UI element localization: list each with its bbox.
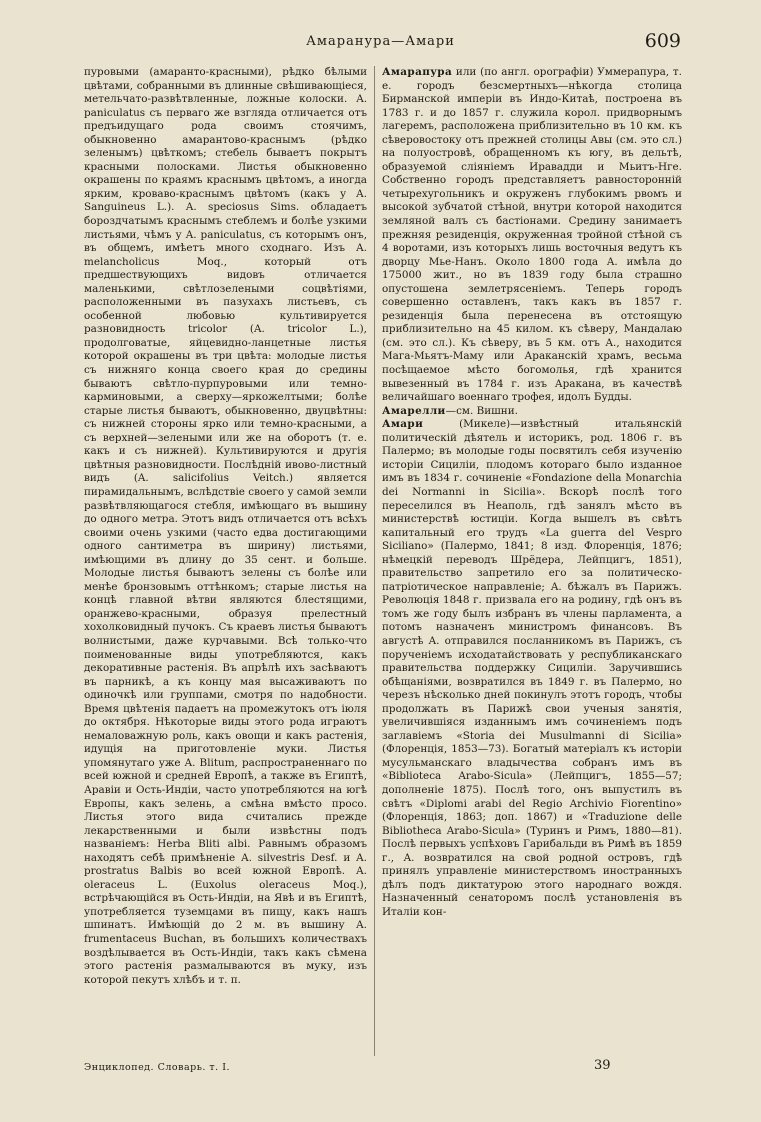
continued-paragraph: пуровыми (амаранто-красными), рѣдко бѣлыми цвѣтами, собранными въ длинные свѣшивающiеся, метельчато-развѣтвленные, ложные колоски. A. paniculatus съ перваго же взгляда отличается отъ предъидущаго рода своимъ стоячимъ, обыкновенно амарантово-краснымъ (рѣдко зеленымъ) цвѣткомъ; стебель бываетъ покрытъ красными полосками. Листья обыкновенно окрашены по краямъ краснымъ цвѣтомъ, а иногда ярким, кроваво-краснымъ цвѣтомъ (какъ у A. Sanguineus L.). A. speciosus Sims. обладаетъ бороздчатымъ краснымъ стеблемъ и болѣе узкими листьями, чѣмъ у A. paniculatus, съ которымъ онъ, въ общемъ, имѣетъ много сходнаго. Изъ A. melancholicus Moq., который отъ предшествующихъ видовъ отличается маленькими, свѣтлозелеными соцвѣтіями, расположенными въ пазухахъ листьевъ, съ особенной любовью культивируется разновидность tricolor (A. tricolor L.), продолговатые, яйцевидно-ланцетные листья которой окрашены въ три цвѣта: молодые листья съ нижняго конца своего края до средины бываютъ свѣтло-пурпуровыми или темно-карминовыми, а сверху—яркожелтыми; болѣе старые листья бываютъ, обыкновенно, двуцвѣтны: съ нижней стороны ярко или темно-красными, а съ верхней—зелеными или же на оборотъ (т. е. какъ и съ нижней). Культивируются и другія цвѣтныя разновидности. Послѣдній ивово-листный видъ (A. salicifolius Veitch.) является пирамидальнымъ, вслѣдствіе своего у самой земли развѣтвляющагося стебля, имѣющаго въ вышину до одного метра. Этотъ видъ отличается отъ всѣхъ своими очень узкими (часто едва достигающими одного сантиметра въ ширину) листьями, имѣющими въ длину до 35 сент. и больше. Молодые листья бываютъ зелены съ болѣе или менѣе бронзовымъ оттѣнкомъ; старые листья на концѣ главной вѣтви являются блестящими, оранжево-красными, образуя прелестный хохолковидный пучокъ. Съ краевъ листья бываютъ волнистыми, даже курчавыми. Всѣ только-что поименованные виды употребляются, какъ декоративные растенія. Въ апрѣлѣ ихъ засѣваютъ въ парникѣ, а къ концу мая высаживаютъ по одиночкѣ или группами, смотря по надобности. Время цвѣтенія падаетъ на промежутокъ отъ іюля до октября. Нѣкоторые виды этого рода играютъ немаловажную роль, какъ овощи и какъ растенія, идущія на приготовленіе муки. Листья упомянутаго уже A. Blitum, распространеннаго по всей южной и средней Европѣ, а также въ Египтѣ, Аравіи и Ость-Индіи, часто употребляются на югѣ Европы, какъ зелень, а смѣна вмѣсто просо. Листья этого вида считались прежде лекарственными и были извѣстны подъ названіемъ: Herba Bliti albi. Равнымъ образомъ находятъ себѣ примѣненіе A. silvestris Desf. и A. prostratus Balbis во всей южной Европѣ. A. oleraceus L. (Euxolus oleraceus Moq.), встрѣчающійся въ Ость-Индіи, на Явѣ и въ Египтѣ, употребляется туземцами въ пищу, какъ нашъ шпинатъ. Имѣющій до 2 м. въ вышину A. frumentaceus Buchan, въ большихъ количествахъ воздѣлывается въ Ость-Индіи, такъ какъ сѣмена этого растенія размалываются въ муку, изъ которой пекутъ хлѣбъ и т. п. [84,66,367,986]
entry-amarelli [382,405,682,419]
column-divider [374,66,375,1056]
entry-text: или (по англ. орографіи) Уммерапура, т. е. городъ безсмертныхъ—нѣкогда столица Бирманской имперіи въ Индо-Китаѣ, построена въ 1783 г. и до 1857 г. служила корол. придворнымъ лагеремъ, расположена приблизительно въ 10 км. къ сѣверовостоку отъ прежней столицы Авы (см. это сл.) на полуостровѣ, обращенномъ къ югу, въ дельтѣ, образуемой сліяніемъ Иравадди и Мьитъ-Нге. Собственно городъ представляетъ равносторонній четырехугольникъ и окруженъ глубокимъ рвомъ и высокой зубчатой стѣной, внутри которой находится земляной валъ съ бастіонами. Средину занимаетъ прежняя резиденція, окруженная тройной стѣной съ 4 воротами, изъ которыхъ лишь восточныя ведутъ къ дворцу Мье-Нанъ. Около 1800 года A. имѣла до 175000 жит., но въ 1839 году была страшно опустошена землетрясеніемъ. Теперь городъ совершенно оставленъ, такъ какъ въ 1857 г. резиденція была перенесена въ отстоящую приблизительно на 45 килом. къ сѣверу, Мандалаю (см. это сл.). Къ сѣверу, въ 5 км. отъ A., находится Мага-Мьятъ-Маму или Араканскій храмъ, весьма посѣщаемое мѣсто богомолья, гдѣ хранится вывезенный въ 1784 г. изъ Аракана, въ качествѣ величайшаго военнаго трофея, идолъ Будды. [382,66,682,404]
entry-text: (Микеле)—извѣстный итальянскій политическій дѣятель и историкъ, род. 1806 г. въ Палермо; въ молодые годы посвятилъ себя изученію исторіи Сициліи, плодомъ котораго было изданное имъ въ 1834 г. сочиненіе «Fondazione della Monarchia dei Normanni in Sicilia». Вскорѣ послѣ того переселился въ Неаполь, гдѣ занялъ мѣсто въ министерствѣ юстиціи. Когда вышелъ въ свѣтъ капитальный его трудъ «La guerra del Vespro Siciliano» (Палермо, 1841; 8 изд. Флоренція, 1876; нѣмецкій переводъ Шрёдера, Лейпцигъ, 1851), правительство запретило его за политическо-патріотическое направленіе; A. бѣжалъ въ Парижъ. Революція 1848 г. призвала его на родину, гдѣ онъ въ томъ же году былъ избранъ въ члены парламента, а потомъ назначенъ министромъ финансовъ. Въ августѣ A. отправился посланникомъ въ Парижъ, съ порученіемъ исходатайствовать у республиканскаго правительства поддержку Сициліи. Заручившись обѣщаніями, возвратился въ 1849 г. въ Палермо, но черезъ нѣсколько дней покинулъ этотъ городъ, чтобы продолжать въ Парижѣ свои ученыя занятія, увеличившіяся изданнымъ имъ сочиненіемъ подъ заглавіемъ «Storia dei Musulmanni di Sicilia» (Флоренція, 1853—73). Богатый матеріалъ къ исторіи мусульманскаго владычества собранъ имъ въ «Biblioteca Arabo-Sicula» (Лейпцигъ, 1855—57; дополненіе 1875). Послѣ того, онъ выпустилъ въ свѣтъ «Diplomi arabi del Regio Archivio Fiorentino» (Флоренція, 1863; доп. 1867) и «Traduzione delle Bibliotheca Arabo-Sicula» (Туринъ и Римъ, 1880—81). Послѣ первыхъ успѣховъ Гарибальди въ Римѣ въ 1859 г., A. возвратился на свой родной островъ, гдѣ принялъ управленіе министерствомъ иностранныхъ дѣлъ подъ диктатурою этого народнаго вождя. Назначенный сенаторомъ послѣ установленія въ Италіи кон- [382,418,682,918]
running-head: Амаранура—Амари [306,34,455,49]
entry-text: —см. Вишни. [445,404,518,417]
signature-mark: 39 [594,1058,611,1073]
entry-headword: Амари [382,418,424,431]
entry-headword: Амарапура [382,66,453,78]
entry-amari [382,418,682,919]
entry-amarapura [382,66,682,405]
footer-imprint: Энциклопед. Словарь. т. I. [84,1062,230,1073]
entry-headword: Амарелли [382,404,446,417]
page-number: 609 [644,30,681,52]
page-header [0,30,761,54]
right-column [382,66,682,919]
left-column [84,66,367,987]
